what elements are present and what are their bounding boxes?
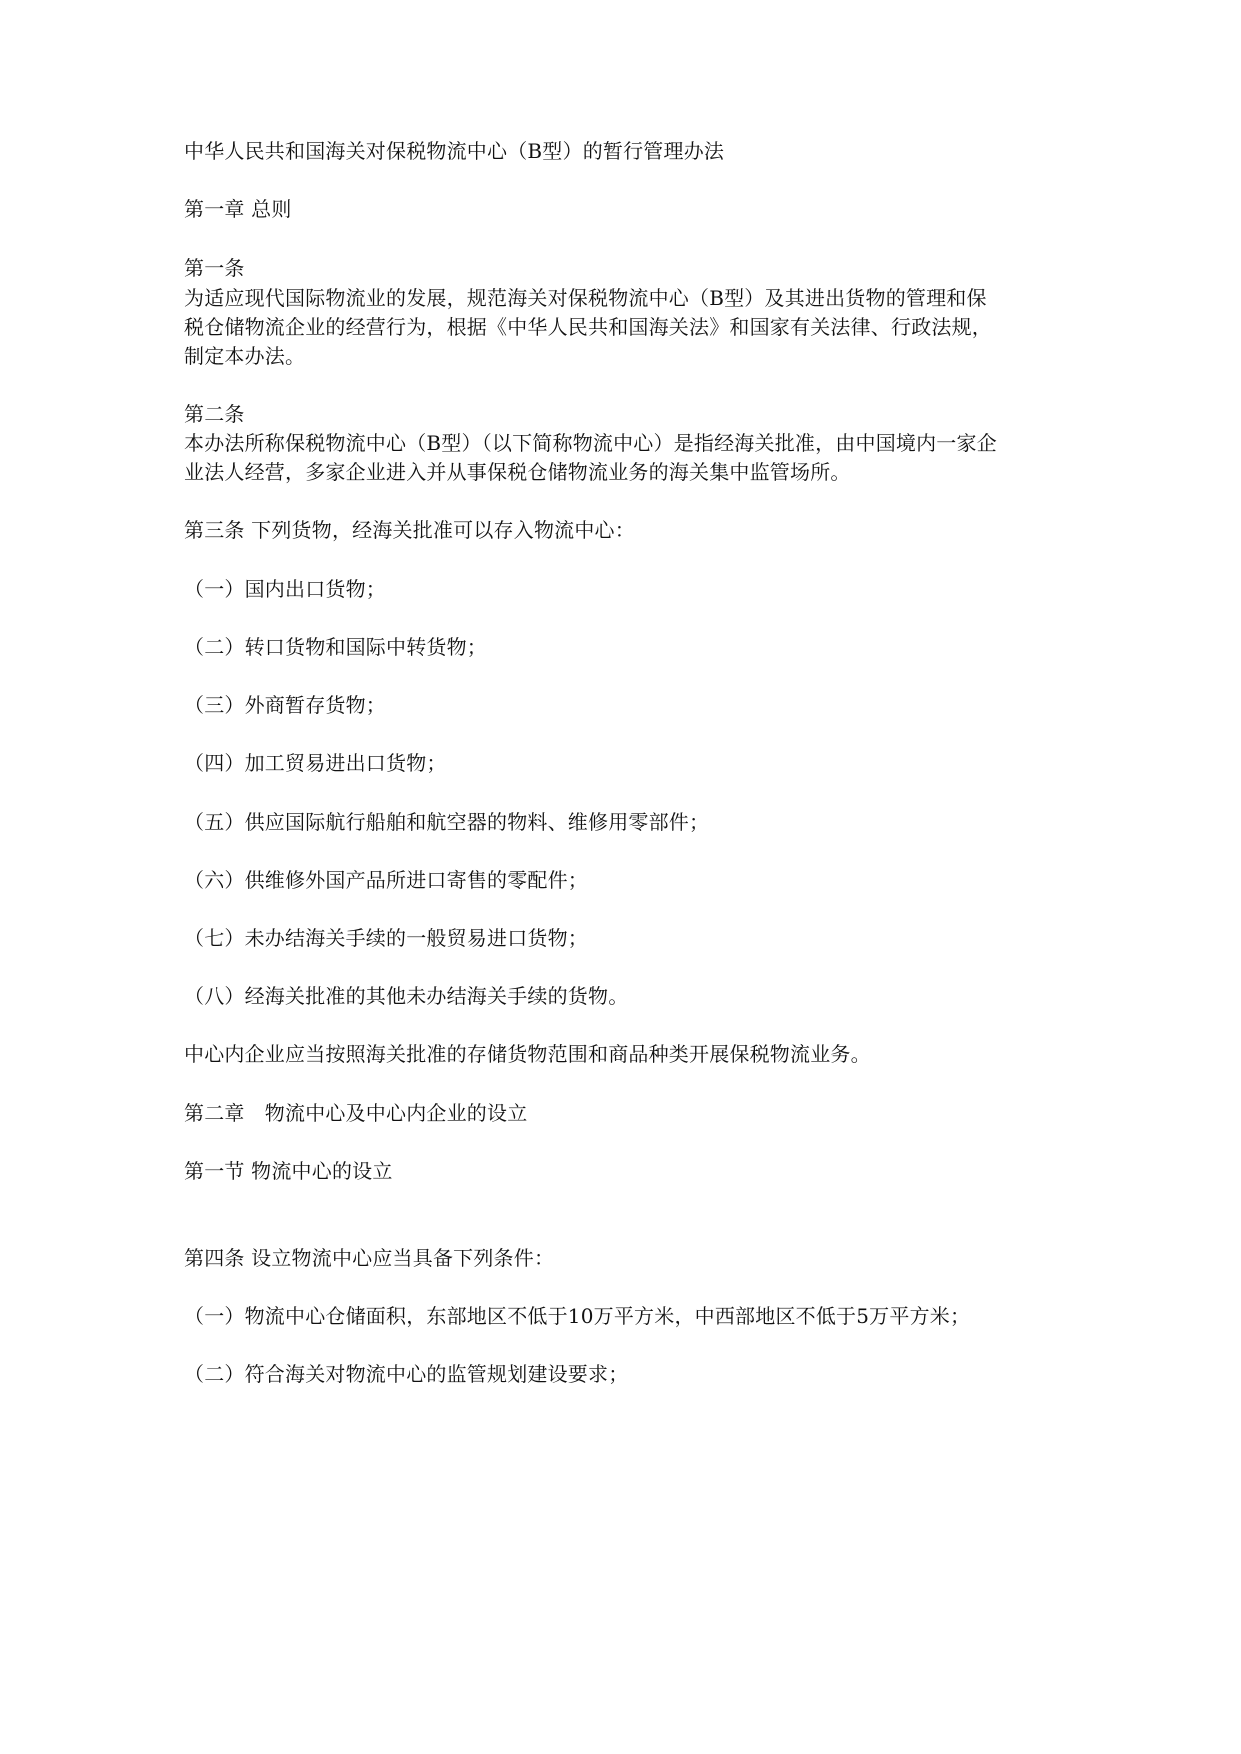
article-heading: 第一条 xyxy=(184,256,245,280)
document-title: 中华人民共和国海关对保税物流中心（B型）的暂行管理办法 xyxy=(184,139,725,163)
article-text-line: 为适应现代国际物流业的发展，规范海关对保税物流中心（B型）及其进出货物的管理和保 xyxy=(184,286,987,310)
list-item: （四）加工贸易进出口货物； xyxy=(184,751,447,775)
chapter-heading: 第二章 物流中心及中心内企业的设立 xyxy=(184,1101,528,1125)
paragraph: 中心内企业应当按照海关批准的存储货物范围和商品种类开展保税物流业务。 xyxy=(184,1042,871,1066)
list-item: （一）国内出口货物； xyxy=(184,577,386,601)
section-heading: 第一节 物流中心的设立 xyxy=(184,1159,393,1183)
article-text-line: 制定本办法。 xyxy=(184,344,306,368)
article-text-line: 税仓储物流企业的经营行为，根据《中华人民共和国海关法》和国家有关法律、行政法规， xyxy=(184,315,992,339)
article-heading: 第三条 下列货物，经海关批准可以存入物流中心： xyxy=(184,518,635,542)
article-text-line: 业法人经营，多家企业进入并从事保税仓储物流业务的海关集中监管场所。 xyxy=(184,460,851,484)
list-item: （二）转口货物和国际中转货物； xyxy=(184,635,487,659)
list-item: （七）未办结海关手续的一般贸易进口货物； xyxy=(184,926,588,950)
article-heading: 第二条 xyxy=(184,402,245,426)
list-item: （三）外商暂存货物； xyxy=(184,693,386,717)
chapter-heading: 第一章 总则 xyxy=(184,197,292,221)
list-item: （二）符合海关对物流中心的监管规划建设要求； xyxy=(184,1362,629,1386)
list-item: （五）供应国际航行船舶和航空器的物料、维修用零部件； xyxy=(184,810,710,834)
article-heading: 第四条 设立物流中心应当具备下列条件： xyxy=(184,1246,555,1270)
list-item: （一）物流中心仓储面积，东部地区不低于10万平方米，中西部地区不低于5万平方米； xyxy=(184,1304,971,1328)
list-item: （八）经海关批准的其他未办结海关手续的货物。 xyxy=(184,984,629,1008)
list-item: （六）供维修外国产品所进口寄售的零配件； xyxy=(184,868,588,892)
article-text-line: 本办法所称保税物流中心（B型）（以下简称物流中心）是指经海关批准，由中国境内一家企 xyxy=(184,431,997,455)
